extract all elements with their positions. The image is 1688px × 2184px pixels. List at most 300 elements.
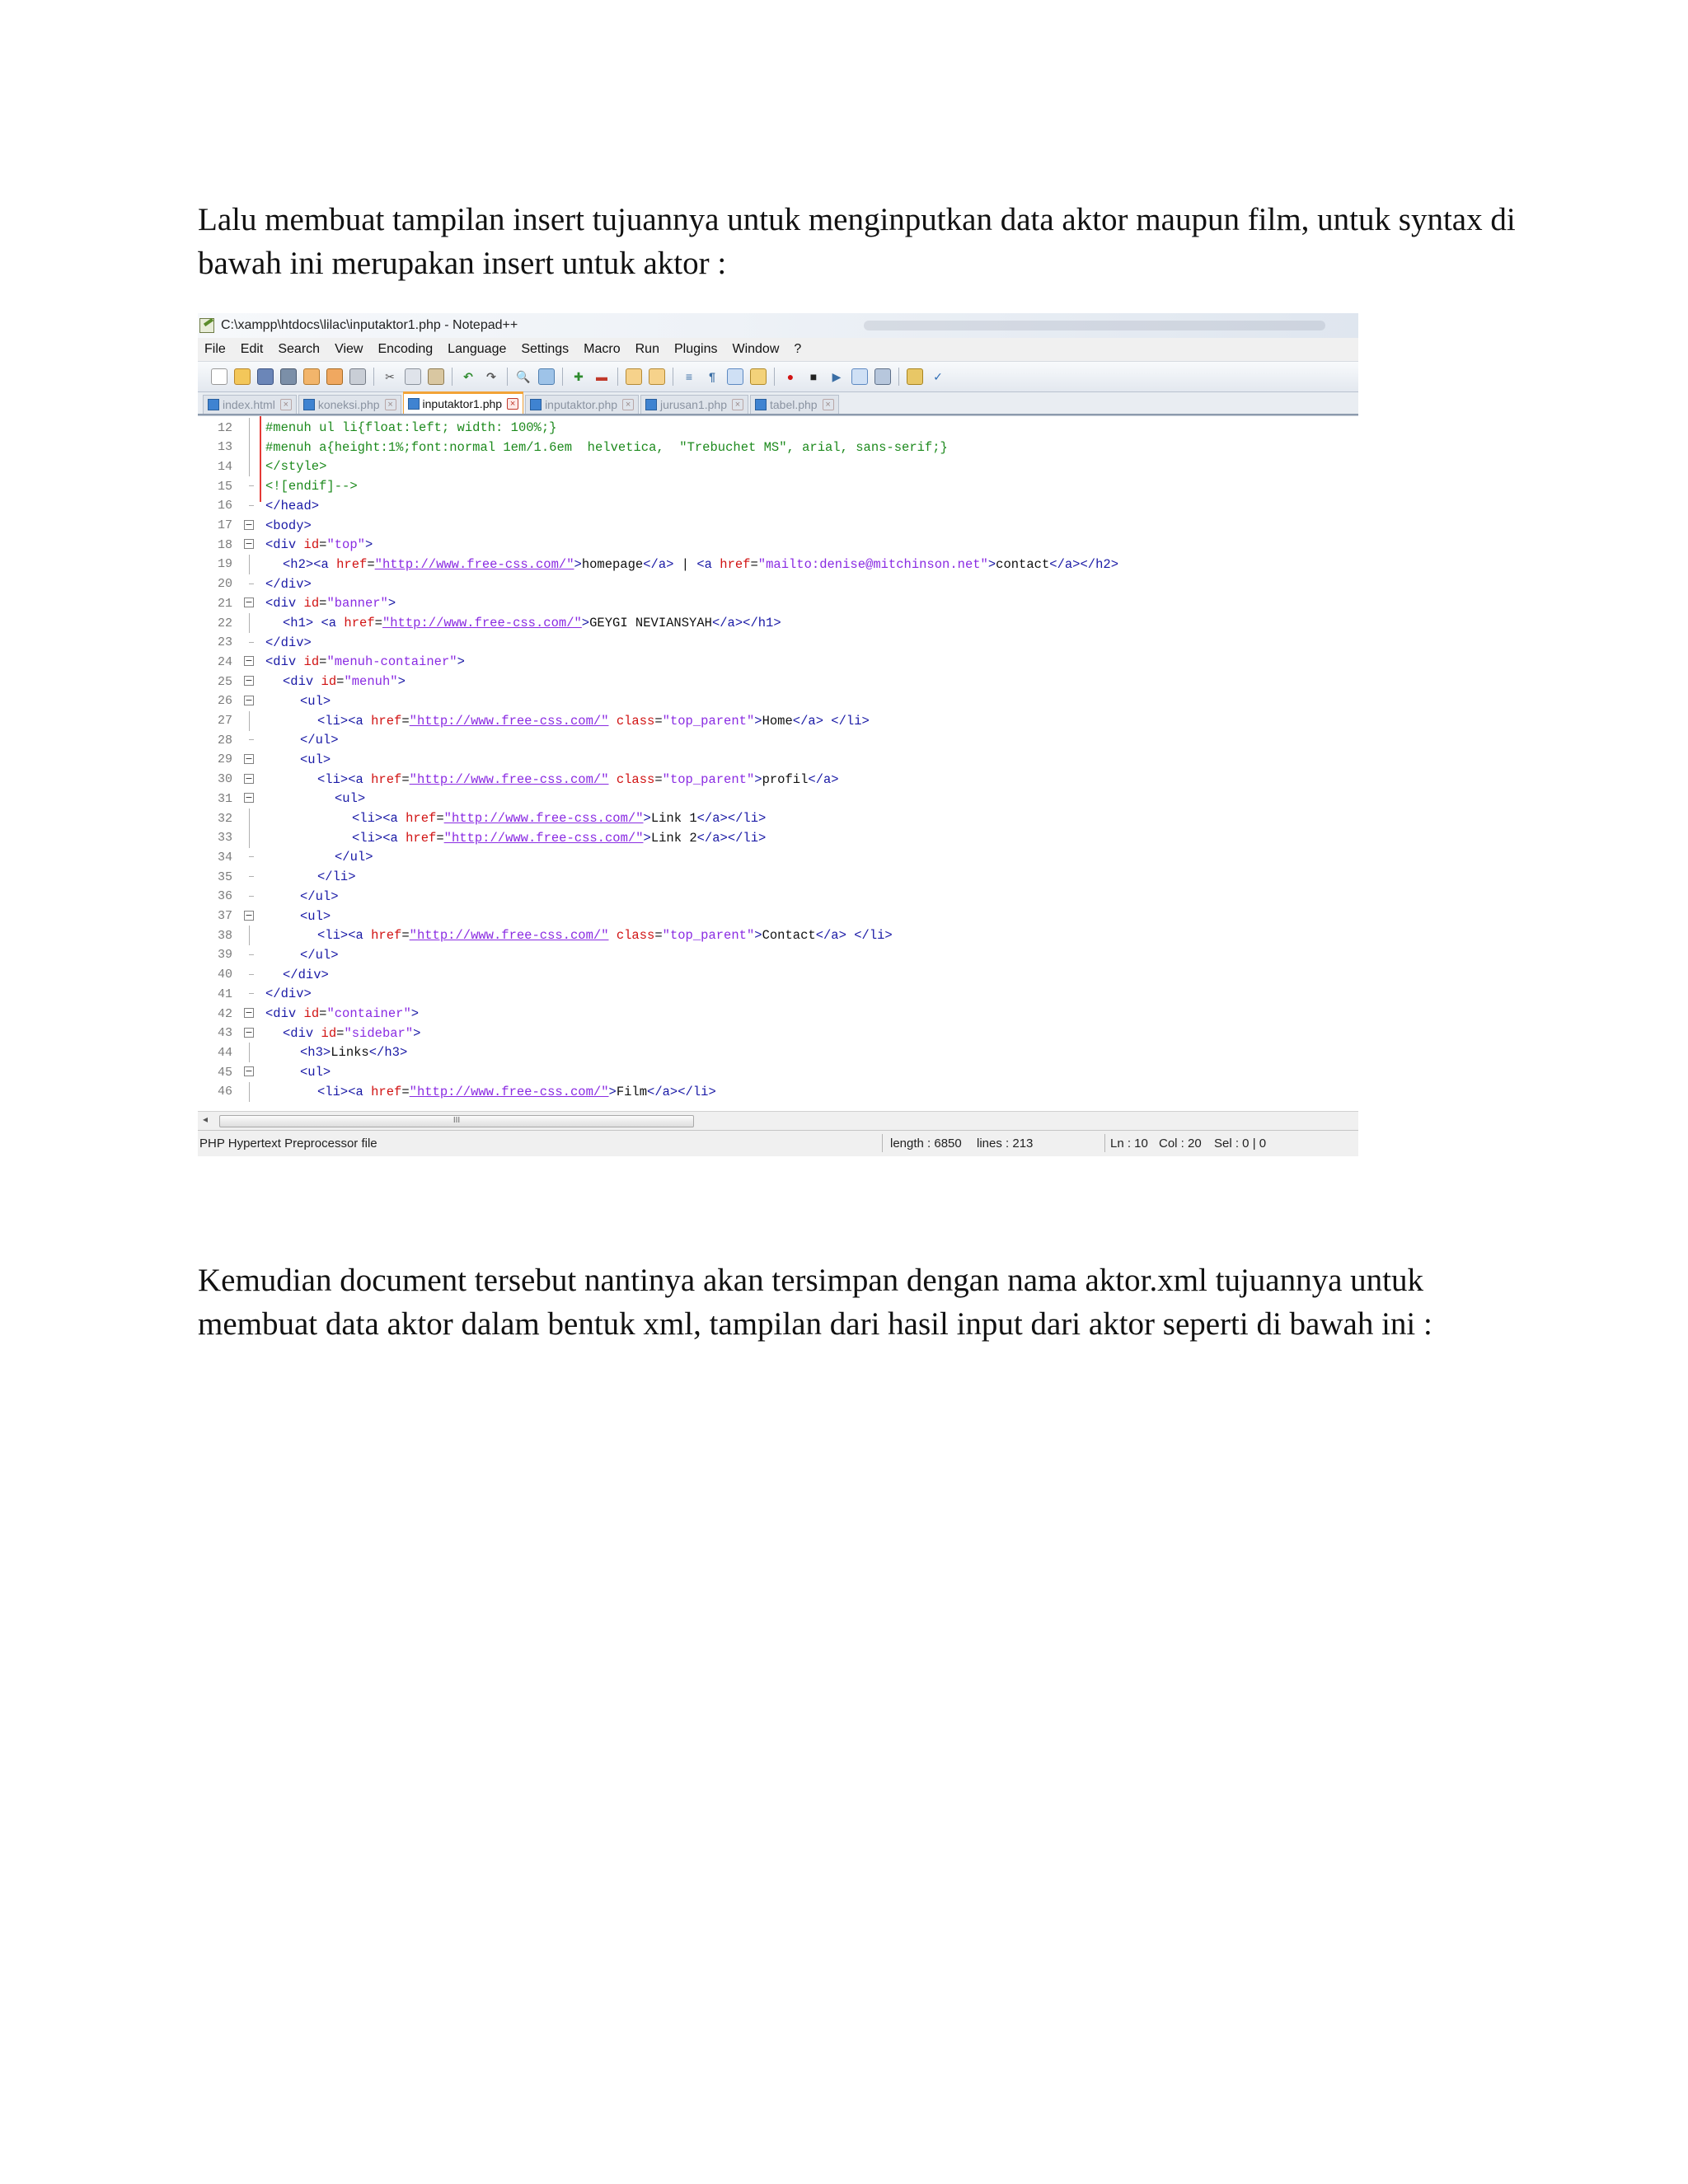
file-save-state-icon [208,399,219,410]
line-number: 16 [217,499,232,513]
play-macro-icon[interactable]: ▶ [832,370,842,383]
code-token: "mailto:denise@mitchinson.net" [757,556,988,572]
tab-label: jurusan1.php [660,398,727,411]
code-line [198,907,1358,926]
code-text [283,1026,420,1041]
file-tab[interactable] [203,395,297,414]
line-number: 13 [217,440,232,455]
code-token: href [406,830,437,846]
code-text [265,420,556,435]
code-token: > [574,556,582,572]
line-number: 28 [217,733,232,748]
line-number: 18 [217,537,232,552]
fold-guide [244,711,262,731]
menu-item[interactable]: Encoding [377,342,434,356]
line-number: 38 [217,928,232,943]
tab-label: tabel.php [769,398,818,411]
code-token: GEYGI NEVIANSYAH [589,616,712,630]
code-token: = [654,928,663,944]
code-text [300,1065,331,1080]
code-line [198,574,1358,594]
code-token: = [319,537,327,553]
tab-label: inputaktor.php [545,398,618,411]
code-token: <div [283,674,321,690]
fold-guide [244,555,262,574]
code-token: <li><a [317,713,372,729]
file-save-state-icon [303,399,315,410]
code-text [283,616,781,630]
file-tab[interactable] [525,395,639,414]
line-number: 27 [217,714,232,728]
paste-icon[interactable] [428,368,444,385]
code-line [198,1082,1358,1102]
code-token [609,714,617,729]
code-line [198,926,1358,945]
code-token: = [401,771,410,787]
code-text [265,635,312,650]
code-token: > [410,1006,420,1021]
code-line [198,1024,1358,1043]
code-token[interactable]: "http://www.free-css.com/" [409,771,609,787]
code-line [198,730,1358,750]
code-text [265,440,948,455]
line-number: 43 [217,1026,232,1041]
fold-toggle-icon[interactable] [244,535,262,555]
line-number: 24 [217,654,232,669]
code-token[interactable]: "http://www.free-css.com/" [382,616,582,630]
sync-vertical-icon[interactable] [626,368,642,385]
code-token: <div [265,537,304,553]
code-token[interactable]: "http://www.free-css.com/" [374,556,574,572]
intro-paragraph: Lalu membuat tampilan insert tujuannya untuk menginputkan data aktor maupun film, untuk syntax di bawah ini merupakan insert untuk aktor : [198,202,1516,281]
code-token: <ul> [335,791,366,807]
fold-guide [244,613,262,633]
code-text [317,1085,716,1099]
fold-toggle-icon[interactable] [244,1004,262,1024]
code-token: Link 2 [650,830,697,846]
menu-item[interactable]: File [204,342,226,356]
fold-toggle-icon[interactable] [244,593,262,613]
run-macro-multiple-icon[interactable] [851,368,868,385]
line-number: 31 [217,791,232,806]
code-token: = [401,1084,410,1099]
code-token: Links [331,1045,369,1061]
tab-label: koneksi.php [317,398,380,411]
code-token: </a></li> [647,1084,716,1099]
code-token: href [344,616,375,630]
tab-label: index.html [223,398,275,411]
code-line [198,672,1358,691]
code-token: </h3> [368,1045,408,1061]
notepadpp-app-icon [199,318,214,333]
code-token[interactable]: "http://www.free-css.com/" [443,830,644,846]
code-token: Film [616,1084,648,1099]
followup-paragraph: Kemudian document tersebut nantinya akan tersimpan dengan nama aktor.xml tujuannya untuk membuat data aktor dalam bentuk xml, tampilan dari hasil input dari aktor seperti di bawah ini : [198,1263,1432,1342]
fold-toggle-icon[interactable] [244,1024,262,1043]
code-text [300,948,339,963]
fold-guide [244,867,262,887]
toolbar-separator [373,368,374,386]
open-file-icon[interactable] [234,368,251,385]
code-token[interactable]: "http://www.free-css.com/" [443,811,644,826]
code-line [198,613,1358,633]
code-token: class [616,928,655,944]
code-text [265,459,326,474]
code-token: id [303,1006,320,1021]
code-text [300,889,339,904]
code-token: contact [996,556,1050,572]
code-token: class [616,771,655,787]
code-token: <ul> [300,693,331,709]
menu-item[interactable]: Language [448,342,507,356]
code-token: = [319,596,327,612]
code-line [198,867,1358,887]
tab-close-icon[interactable]: × [622,399,634,410]
line-number: 23 [217,635,232,650]
code-token: </ul> [300,733,339,748]
menu-item[interactable]: View [335,342,363,356]
line-number: 26 [217,694,232,709]
code-line [198,555,1358,574]
code-text [265,537,373,552]
fold-toggle-icon[interactable] [244,789,262,808]
code-line [198,984,1358,1004]
code-token: id [321,674,337,690]
fold-guide [244,730,262,750]
fold-guide [244,984,262,1004]
scrollbar-thumb[interactable]: III [219,1115,694,1127]
code-token: <div [265,1006,304,1021]
save-all-icon[interactable] [280,368,297,385]
code-text [300,1045,407,1060]
line-number: 35 [217,869,232,884]
code-token: </div> [283,967,329,982]
code-text [283,557,1118,572]
fold-toggle-icon[interactable] [244,691,262,711]
code-token: href [371,713,402,729]
tab-close-icon[interactable]: × [823,399,834,410]
line-number: 39 [217,948,232,963]
code-line [198,770,1358,790]
fold-guide [244,496,262,516]
code-text [352,811,766,826]
code-token: <h1> <a [283,616,345,630]
code-token: > [413,1025,421,1041]
code-line [198,652,1358,672]
code-token: = [336,674,345,690]
code-token: </a></h2> [1049,556,1118,572]
menu-item[interactable]: Plugins [673,342,718,356]
toolbar-separator [774,368,775,386]
file-tab[interactable] [403,391,524,414]
status-ln: Ln : 10 [1110,1137,1148,1151]
line-number: 19 [217,557,232,572]
code-token: > [608,1084,617,1099]
code-token: id [303,537,320,553]
code-line [198,750,1358,770]
copy-icon[interactable] [405,368,421,385]
code-editor[interactable] [198,415,1358,1112]
undo-icon[interactable]: ↶ [463,370,473,383]
fold-toggle-icon[interactable] [244,652,262,672]
menu-item[interactable]: Macro [584,342,621,356]
code-text [335,791,365,806]
menu-item[interactable]: Search [278,342,321,356]
code-token: "banner" [326,596,388,612]
code-token: "menuh" [344,674,398,690]
file-tab[interactable] [750,395,839,414]
code-token: href [371,928,402,944]
toolbar-separator [898,368,899,386]
status-file-type: PHP Hypertext Preprocessor file [199,1137,377,1151]
code-token: = [401,928,410,944]
fold-guide [244,847,262,867]
fold-toggle-icon[interactable] [244,750,262,770]
fold-guide [244,1043,262,1062]
file-save-state-icon [408,398,420,410]
close-all-icon[interactable] [326,368,343,385]
status-sel: Sel : 0 | 0 [1214,1137,1267,1151]
menu-item[interactable]: ? [794,342,802,356]
tab-bar [198,392,1358,415]
sync-horizontal-icon[interactable] [649,368,665,385]
scroll-left-arrow-icon[interactable]: ◂ [203,1113,209,1125]
save-macro-icon[interactable] [874,368,891,385]
code-token: "top_parent" [662,771,755,787]
code-token: > [754,713,762,729]
code-token: </style> [265,459,327,475]
line-number: 41 [217,987,232,1001]
line-number: 40 [217,968,232,982]
code-token: <body> [265,518,312,533]
code-token[interactable]: "http://www.free-css.com/" [409,713,609,729]
line-number: 36 [217,889,232,904]
code-token: <li><a [317,771,372,787]
code-token: "sidebar" [344,1025,414,1041]
line-number: 21 [217,596,232,611]
code-line [198,847,1358,867]
notepadpp-screenshot [198,313,1358,1156]
line-number: 45 [217,1065,232,1080]
window-title: C:\xampp\htdocs\lilac\inputaktor1.php - Notepad++ [221,318,518,332]
code-token: </a> [643,556,674,572]
code-line [198,808,1358,828]
code-token: > [643,830,651,846]
code-line [198,789,1358,808]
fold-guide [244,633,262,653]
code-token: > [457,654,465,670]
code-token: </ul> [300,947,339,963]
plugin-icon[interactable] [907,368,923,385]
code-token[interactable]: "http://www.free-css.com/" [409,1084,609,1099]
code-line [198,965,1358,985]
menu-item[interactable]: Window [732,342,780,356]
redo-icon[interactable]: ↷ [486,370,496,383]
fold-guide [244,808,262,828]
toolbar-separator [562,368,563,386]
show-all-chars-icon[interactable]: ¶ [709,370,715,383]
fold-toggle-icon[interactable] [244,770,262,790]
code-token: id [303,596,320,612]
code-text [317,714,870,729]
code-token: > [387,596,396,612]
menu-item[interactable]: Edit [240,342,264,356]
word-wrap-icon[interactable]: ≡ [685,370,693,383]
file-save-state-icon [755,399,767,410]
code-token: </div> [265,576,312,592]
code-token: id [303,654,320,670]
code-text [265,499,319,513]
code-line [198,593,1358,613]
file-tab[interactable] [298,395,401,414]
code-token: href [336,556,368,572]
code-token: = [401,713,410,729]
find-icon[interactable]: 🔍 [516,370,531,383]
code-token: <![endif]--> [265,479,358,494]
code-token: Home [762,713,793,729]
fold-guide [244,887,262,907]
fold-guide [244,418,262,438]
zoom-out-icon[interactable]: ▬ [596,370,607,383]
code-token: <li><a [317,928,372,944]
code-token: Link 1 [650,811,697,826]
code-token: > [754,771,762,787]
code-line [198,476,1358,496]
code-token: = [319,1006,327,1021]
code-token: </ul> [300,888,339,904]
code-text [265,987,312,1001]
code-text [265,479,358,494]
indent-guide-icon[interactable] [727,368,743,385]
code-text [265,577,312,592]
code-token: #menuh ul li{float:left; width: 100%;} [265,420,557,435]
menu-bar [198,338,1358,362]
code-token: <div [265,596,304,612]
code-text [283,968,329,982]
code-text [300,733,339,748]
code-token: id [321,1025,337,1041]
fold-guide [244,828,262,848]
code-token: #menuh a{height:1%;font:normal 1em/1.6em helvetica, "Trebuchet MS", arial, sans-serif;} [265,439,948,455]
code-line [198,887,1358,907]
file-save-state-icon [645,399,657,410]
file-tab[interactable] [640,395,748,414]
fold-toggle-icon[interactable] [244,516,262,536]
tab-close-icon[interactable]: × [732,399,743,410]
code-token: href [406,811,437,826]
line-number: 33 [217,831,232,846]
save-icon[interactable] [257,368,274,385]
code-text [317,928,893,943]
cut-icon[interactable]: ✂ [385,370,395,383]
code-token: > [987,556,996,572]
fold-toggle-icon[interactable] [244,672,262,691]
code-token: </a> </li> [815,928,893,944]
zoom-in-icon[interactable]: ✚ [574,370,584,383]
background-window-title-blur [864,321,1325,330]
code-token: "container" [326,1006,411,1021]
fold-guide [244,1082,262,1102]
code-line [198,418,1358,438]
code-token: </li> [317,869,356,885]
fold-guide [244,476,262,496]
code-text [300,752,331,767]
code-token: > [581,616,590,630]
stop-macro-icon[interactable]: ■ [809,370,818,383]
code-line [198,535,1358,555]
code-token: "top_parent" [662,713,755,729]
code-text [335,850,373,865]
code-token: > [364,537,373,553]
code-token: Contact [762,928,816,944]
line-number: 17 [217,518,232,532]
code-line [198,457,1358,476]
code-token: = [367,556,375,572]
code-token: </a></h1> [711,616,781,630]
code-token: href [371,771,402,787]
replace-icon[interactable] [538,368,555,385]
code-token: <ul> [300,752,331,767]
code-line [198,945,1358,965]
code-token: = [654,713,663,729]
line-number: 44 [217,1045,232,1060]
fold-toggle-icon[interactable] [244,1062,262,1082]
code-token: </a></li> [696,811,767,826]
code-token: = [436,830,444,846]
code-token: <h3> [300,1045,331,1061]
code-line [198,438,1358,457]
status-length: length : 6850 [890,1137,962,1151]
line-number: 22 [217,616,232,630]
new-file-icon[interactable] [211,368,227,385]
menu-item[interactable]: Settings [521,342,570,356]
fold-toggle-icon[interactable] [244,907,262,926]
menu-item[interactable]: Run [635,342,659,356]
spell-check-icon[interactable]: ✓ [933,370,943,383]
code-token[interactable]: "http://www.free-css.com/" [409,928,609,944]
code-token: <li><a [352,811,406,826]
language-icon[interactable] [750,368,767,385]
code-line [198,711,1358,731]
close-file-icon[interactable] [303,368,320,385]
code-token: <a [696,556,720,572]
status-lines: lines : 213 [977,1137,1034,1151]
tab-close-icon[interactable]: × [507,398,518,410]
code-token: <li><a [352,830,406,846]
line-number: 42 [217,1006,232,1021]
code-token: </head> [265,498,320,513]
toolbar-separator [617,368,618,386]
code-token: <ul> [300,908,331,924]
code-token: "top" [326,537,365,553]
code-token: = [436,811,444,826]
tab-close-icon[interactable]: × [385,399,396,410]
line-number: 12 [217,420,232,435]
print-icon[interactable] [349,368,366,385]
code-line [198,516,1358,536]
code-line [198,1004,1358,1024]
code-token: <h2><a [283,556,337,572]
code-token: = [319,654,327,670]
tab-close-icon[interactable]: × [280,399,292,410]
window-titlebar [198,313,1358,338]
code-token: = [336,1025,345,1041]
fold-guide [244,457,262,476]
fold-guide [244,965,262,985]
toolbar-separator [507,368,508,386]
horizontal-scrollbar[interactable] [198,1111,1358,1131]
record-macro-icon[interactable]: ● [786,370,795,383]
